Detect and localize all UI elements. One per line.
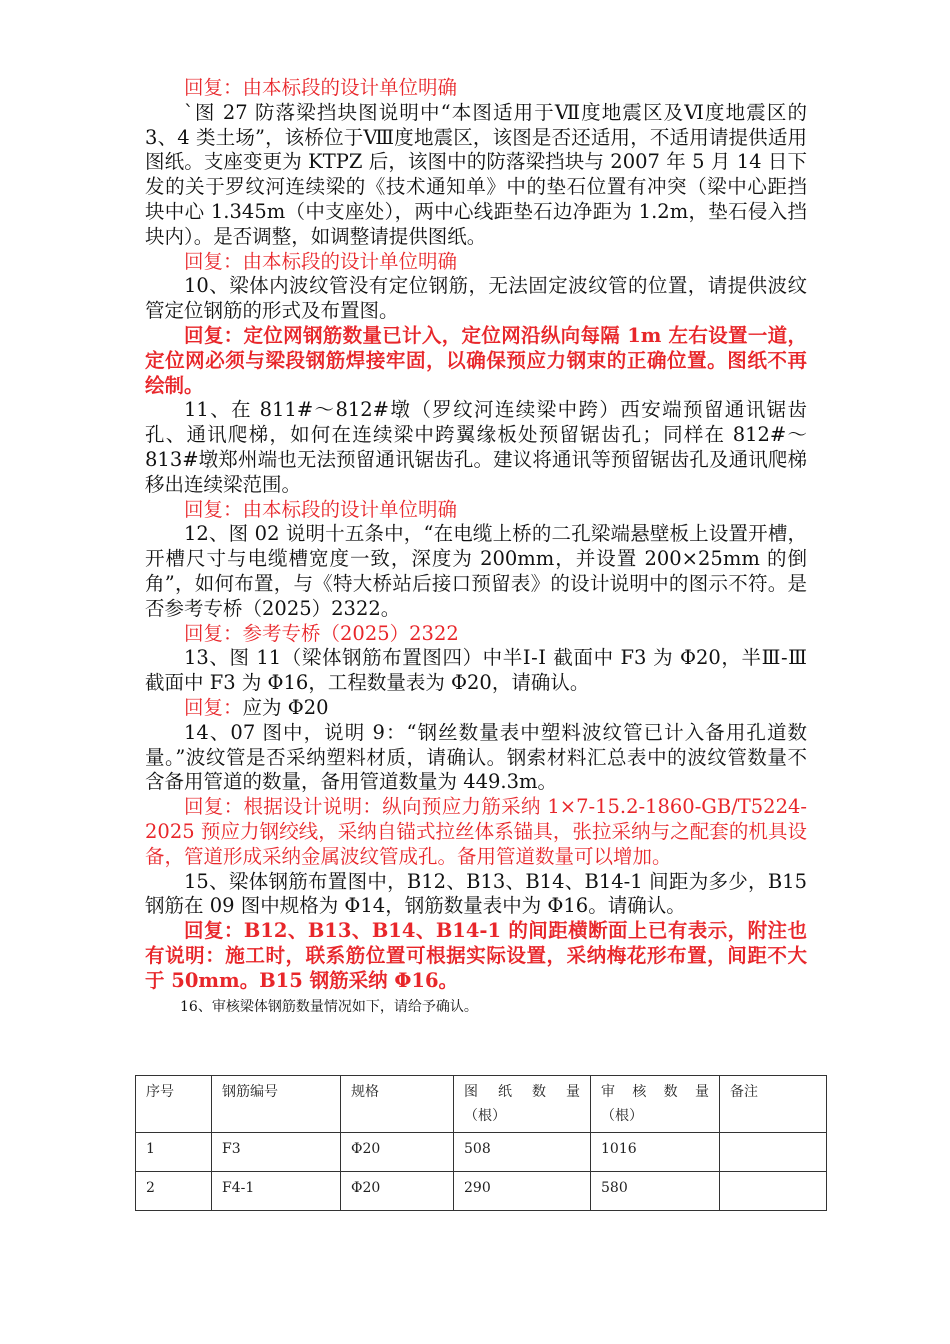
cell-index: 1 xyxy=(136,1133,212,1172)
reply-paragraph xyxy=(145,324,807,398)
header-cell-remarks: 备注 xyxy=(720,1076,827,1133)
question-paragraph: 13、图 11（梁体钢筋布置图四）中半Ⅰ-Ⅰ 截面中 F3 为 Φ20，半Ⅲ-Ⅲ 截面中 F3 为 Φ16，工程数量表为 Φ20，请确认。 xyxy=(145,646,807,695)
header-cell-index: 序号 xyxy=(136,1076,212,1133)
reply-paragraph xyxy=(145,696,807,721)
reply-text: 参考专桥（2025）2322 xyxy=(242,621,459,645)
rebar-quantity-table xyxy=(135,1075,827,1211)
reply-text: 应为 Φ20 xyxy=(242,695,329,719)
reply-paragraph xyxy=(145,76,807,101)
cell-remarks xyxy=(720,1172,827,1211)
table-row xyxy=(136,1172,827,1211)
cell-review-qty: 1016 xyxy=(591,1133,720,1172)
reply-text: 由本标段的设计单位明确 xyxy=(242,497,458,521)
reply-paragraph xyxy=(145,498,807,523)
reply-paragraph xyxy=(145,795,807,869)
reply-label: 回复： xyxy=(184,249,243,273)
reply-label: 回复： xyxy=(184,323,244,347)
reply-text: 由本标段的设计单位明确 xyxy=(242,249,458,273)
table-row xyxy=(136,1133,827,1172)
cell-drawing-qty: 508 xyxy=(454,1133,591,1172)
cell-spec: Φ20 xyxy=(341,1133,454,1172)
table-header-row xyxy=(136,1076,827,1133)
table-intro: 16、审核梁体钢筋数量情况如下，请给予确认。 xyxy=(180,999,478,1016)
reply-label: 回复： xyxy=(184,919,244,943)
cell-rebar-id: F4-1 xyxy=(212,1172,341,1211)
header-cell-spec: 规格 xyxy=(341,1076,454,1133)
header-cell-review-qty: 审 核 数 量 （根） xyxy=(591,1076,720,1133)
reply-text: 定位网钢筋数量已计入，定位网沿纵向每隔 1m 左右设置一道，定位网必须与梁段钢筋焊接牢固，以确保预应力钢束的正确位置。图纸不再绘制。 xyxy=(145,323,807,397)
reply-paragraph xyxy=(145,622,807,647)
question-paragraph: 12、图 02 说明十五条中，“在电缆上桥的二孔梁端悬壁板上设置开槽，开槽尺寸与电缆槽宽度一致，深度为 200mm，并设置 200×25mm 的倒角”，如何布置，与《特大桥站后接口预留表》的设计说明中的图示不符。是否参考专桥（2025）2322。 xyxy=(145,522,807,620)
question-paragraph: 15、梁体钢筋布置图中，B12、B13、B14、B14-1 间距为多少，B15 钢筋在 09 图中规格为 Φ14，钢筋数量表中为 Φ16。请确认。 xyxy=(145,869,807,918)
cell-remarks xyxy=(720,1133,827,1172)
reply-label: 回复： xyxy=(184,497,243,521)
question-paragraph: `图 27 防落梁挡块图说明中“本图适用于Ⅶ度地震区及Ⅵ度地震区的 3、4 类土场”，该桥位于Ⅷ度地震区，该图是否还适用，不适用请提供适用图纸。支座变更为 KTPZ 后，该图中的防落梁挡块与 2007 年 5 月 14 日下发的关于罗纹河连续梁的《技术通知单》中的垫石位置有冲突（梁中心距挡块中心 1.345m（中支座处），两中心线距垫石边净距为 1.2m，垫石侵入挡块内）。是否调整，如调整请提供图纸。 xyxy=(145,100,807,248)
reply-text: 根据设计说明：纵向预应力筋采纳 1×7-15.2-1860-GB/T5224-2025 预应力钢绞线，采纳自锚式拉丝体系锚具，张拉采纳与之配套的机具设备，管道形成采纳金属波纹管成孔。备用管道数量可以增加。 xyxy=(145,795,807,868)
document-body xyxy=(145,76,807,1017)
question-paragraph: 14、07 图中，说明 9：“钢丝数量表中塑料波纹管已计入备用孔道数量。”波纹管是否采纳塑料材质，请确认。钢索材料汇总表中的波纹管数量不含备用管道的数量，备用管道数量为 449.3m。 xyxy=(145,720,807,794)
cell-rebar-id: F3 xyxy=(212,1133,341,1172)
reply-label: 回复： xyxy=(184,76,243,99)
header-cell-drawing-qty: 图 纸 数 量 （根） xyxy=(454,1076,591,1133)
reply-label: 回复： xyxy=(184,621,243,645)
reply-label: 回复： xyxy=(184,695,243,719)
cell-review-qty: 580 xyxy=(591,1172,720,1211)
cell-spec: Φ20 xyxy=(341,1172,454,1211)
reply-text: B12、B13、B14、B14-1 的间距横断面上已有表示，附注也有说明：施工时，联系筋位置可根据实际设置，采纳梅花形布置，间距不大于 50mm。B15 钢筋采纳 Φ16。 xyxy=(145,919,807,992)
header-cell-rebar-id: 钢筋编号 xyxy=(212,1076,341,1133)
question-paragraph: 10、梁体内波纹管没有定位钢筋，无法固定波纹管的位置，请提供波纹管定位钢筋的形式及布置图。 xyxy=(145,274,807,323)
cell-index: 2 xyxy=(136,1172,212,1211)
question-paragraph: 11、在 811#～812#墩（罗纹河连续梁中跨）西安端预留通讯锯齿孔、通讯爬梯，如何在连续梁中跨翼缘板处预留锯齿孔；同样在 812#～813#墩郑州端也无法预留通讯锯齿孔。建议将通讯等预留锯齿孔及通讯爬梯移出连续梁范围。 xyxy=(145,398,807,496)
reply-paragraph xyxy=(145,919,807,993)
reply-text: 由本标段的设计单位明确 xyxy=(242,76,458,99)
reply-label: 回复： xyxy=(184,795,244,819)
cell-drawing-qty: 290 xyxy=(454,1172,591,1211)
reply-paragraph xyxy=(145,250,807,275)
